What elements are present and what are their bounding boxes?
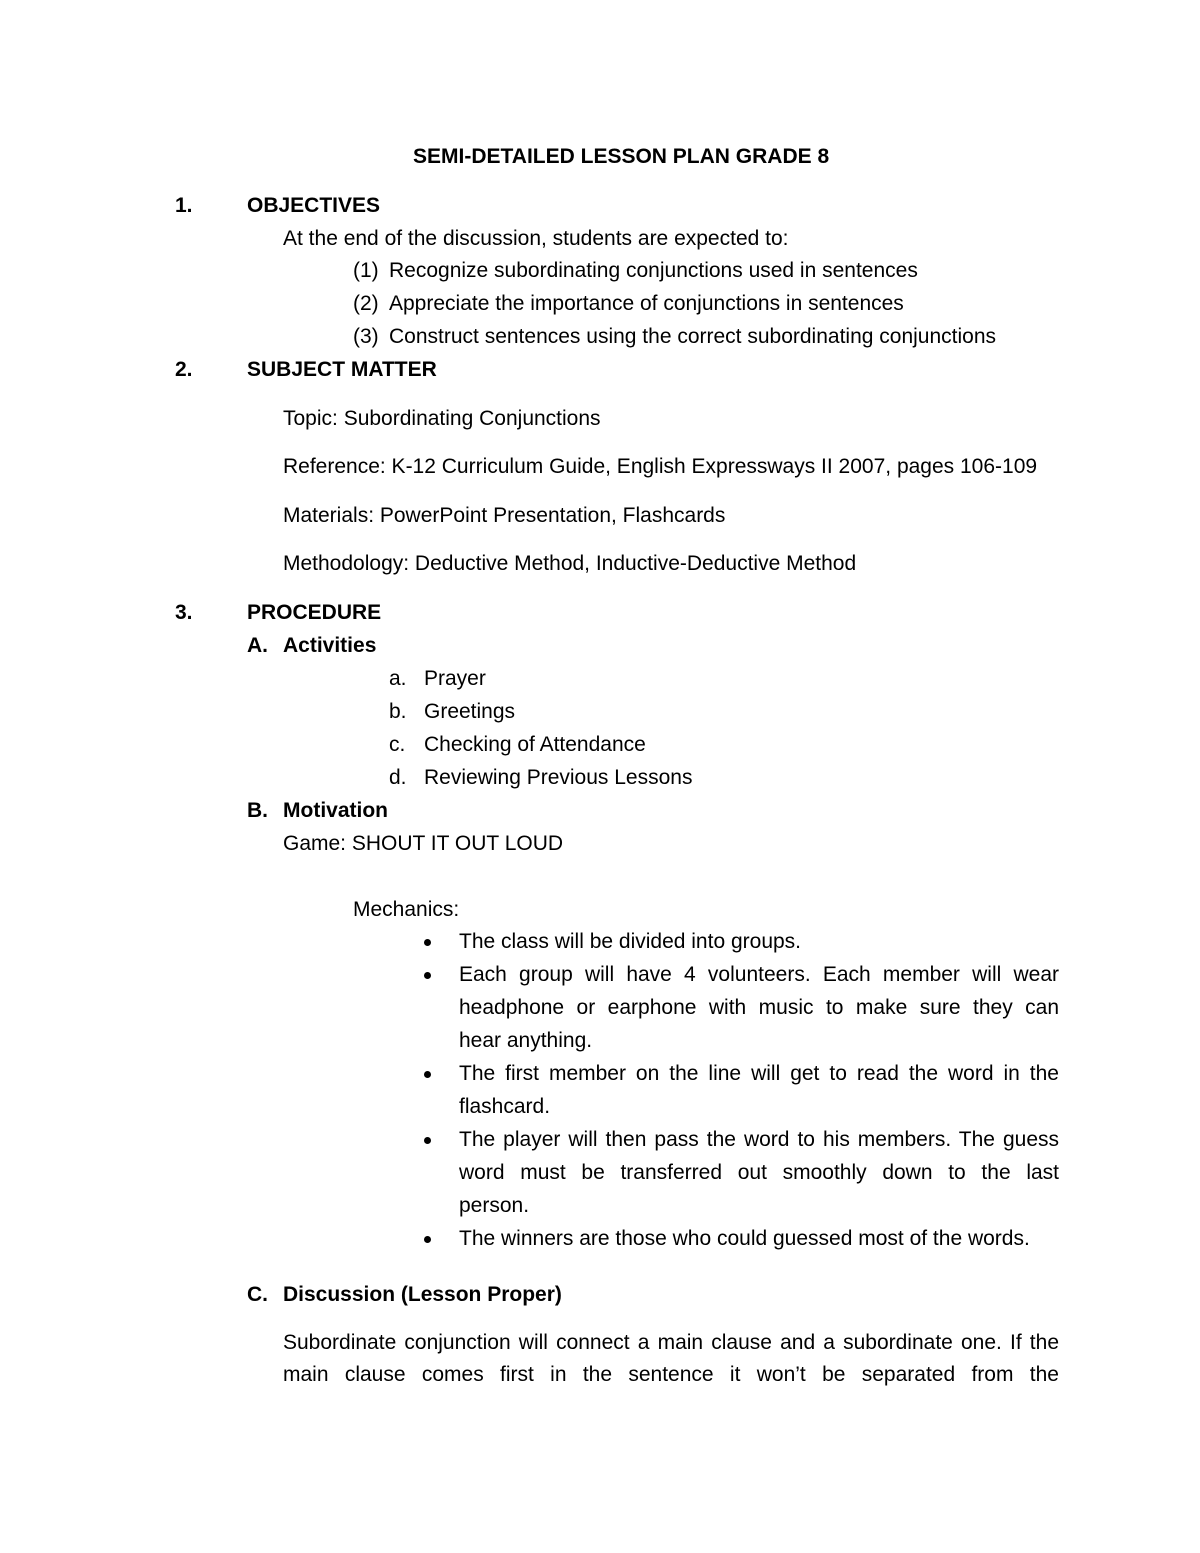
document-title: SEMI-DETAILED LESSON PLAN GRADE 8 [413, 145, 830, 168]
activity-a-label: a. [389, 667, 407, 690]
mechanic-4-line-3: person. [459, 1194, 530, 1217]
mechanics-label: Mechanics: [353, 898, 460, 921]
activity-b-text: Greetings [424, 700, 516, 723]
subsection-c-label: C. [247, 1283, 268, 1306]
subsection-c-heading: Discussion (Lesson Proper) [283, 1283, 562, 1306]
objectives-intro: At the end of the discussion, students are expected to: [283, 227, 789, 250]
subsection-a-heading: Activities [283, 634, 377, 657]
section-1-heading: OBJECTIVES [247, 194, 381, 217]
discussion-line-2: main clause comes first in the sentence it won’t be separated from the [283, 1363, 1059, 1386]
objective-1-text: Recognize subordinating conjunctions used in sentences [389, 259, 918, 282]
subject-reference: Reference: K-12 Curriculum Guide, English Expressways II 2007, pages 106-109 [283, 455, 1038, 478]
activity-b-label: b. [389, 700, 407, 723]
mechanic-2-line-1: Each group will have 4 volunteers. Each member will wear [459, 963, 1059, 986]
bullet-icon [424, 1236, 431, 1243]
bullet-icon [424, 939, 431, 946]
activity-c-label: c. [389, 733, 406, 756]
mechanic-4-line-1: The player will then pass the word to his members. The guess [459, 1128, 1059, 1151]
motivation-game: Game: SHOUT IT OUT LOUD [283, 832, 564, 855]
objective-1-number: (1) [353, 259, 379, 282]
section-3-heading: PROCEDURE [247, 601, 382, 624]
activity-d-label: d. [389, 766, 407, 789]
mechanic-3-line-1: The first member on the line will get to read the word in the [459, 1062, 1059, 1085]
objective-3-number: (3) [353, 325, 379, 348]
section-1-number: 1. [175, 194, 193, 217]
mechanic-2-line-2: headphone or earphone with music to make sure they can [459, 996, 1059, 1019]
mechanic-3-line-2: flashcard. [459, 1095, 551, 1118]
mechanic-2-line-3: hear anything. [459, 1029, 593, 1052]
bullet-icon [424, 1071, 431, 1078]
section-2-number: 2. [175, 358, 193, 381]
mechanic-1-line-1: The class will be divided into groups. [459, 930, 802, 953]
discussion-line-1: Subordinate conjunction will connect a main clause and a subordinate one. If the [283, 1331, 1059, 1354]
subject-materials: Materials: PowerPoint Presentation, Flashcards [283, 504, 726, 527]
objective-2-text: Appreciate the importance of conjunctions in sentences [389, 292, 904, 315]
section-2-heading: SUBJECT MATTER [247, 358, 437, 381]
bullet-icon [424, 972, 431, 979]
objective-3-text: Construct sentences using the correct subordinating conjunctions [389, 325, 997, 348]
activity-c-text: Checking of Attendance [424, 733, 646, 756]
subject-methodology: Methodology: Deductive Method, Inductive-Deductive Method [283, 552, 857, 575]
bullet-icon [424, 1137, 431, 1144]
subject-topic: Topic: Subordinating Conjunctions [283, 407, 601, 430]
activity-a-text: Prayer [424, 667, 486, 690]
subsection-a-label: A. [247, 634, 268, 657]
subsection-b-heading: Motivation [283, 799, 388, 822]
mechanic-5-line-1: The winners are those who could guessed most of the words. [459, 1227, 1030, 1250]
mechanic-4-line-2: word must be transferred out smoothly down to the last [459, 1161, 1059, 1184]
activity-d-text: Reviewing Previous Lessons [424, 766, 693, 789]
objective-2-number: (2) [353, 292, 379, 315]
section-3-number: 3. [175, 601, 193, 624]
subsection-b-label: B. [247, 799, 268, 822]
